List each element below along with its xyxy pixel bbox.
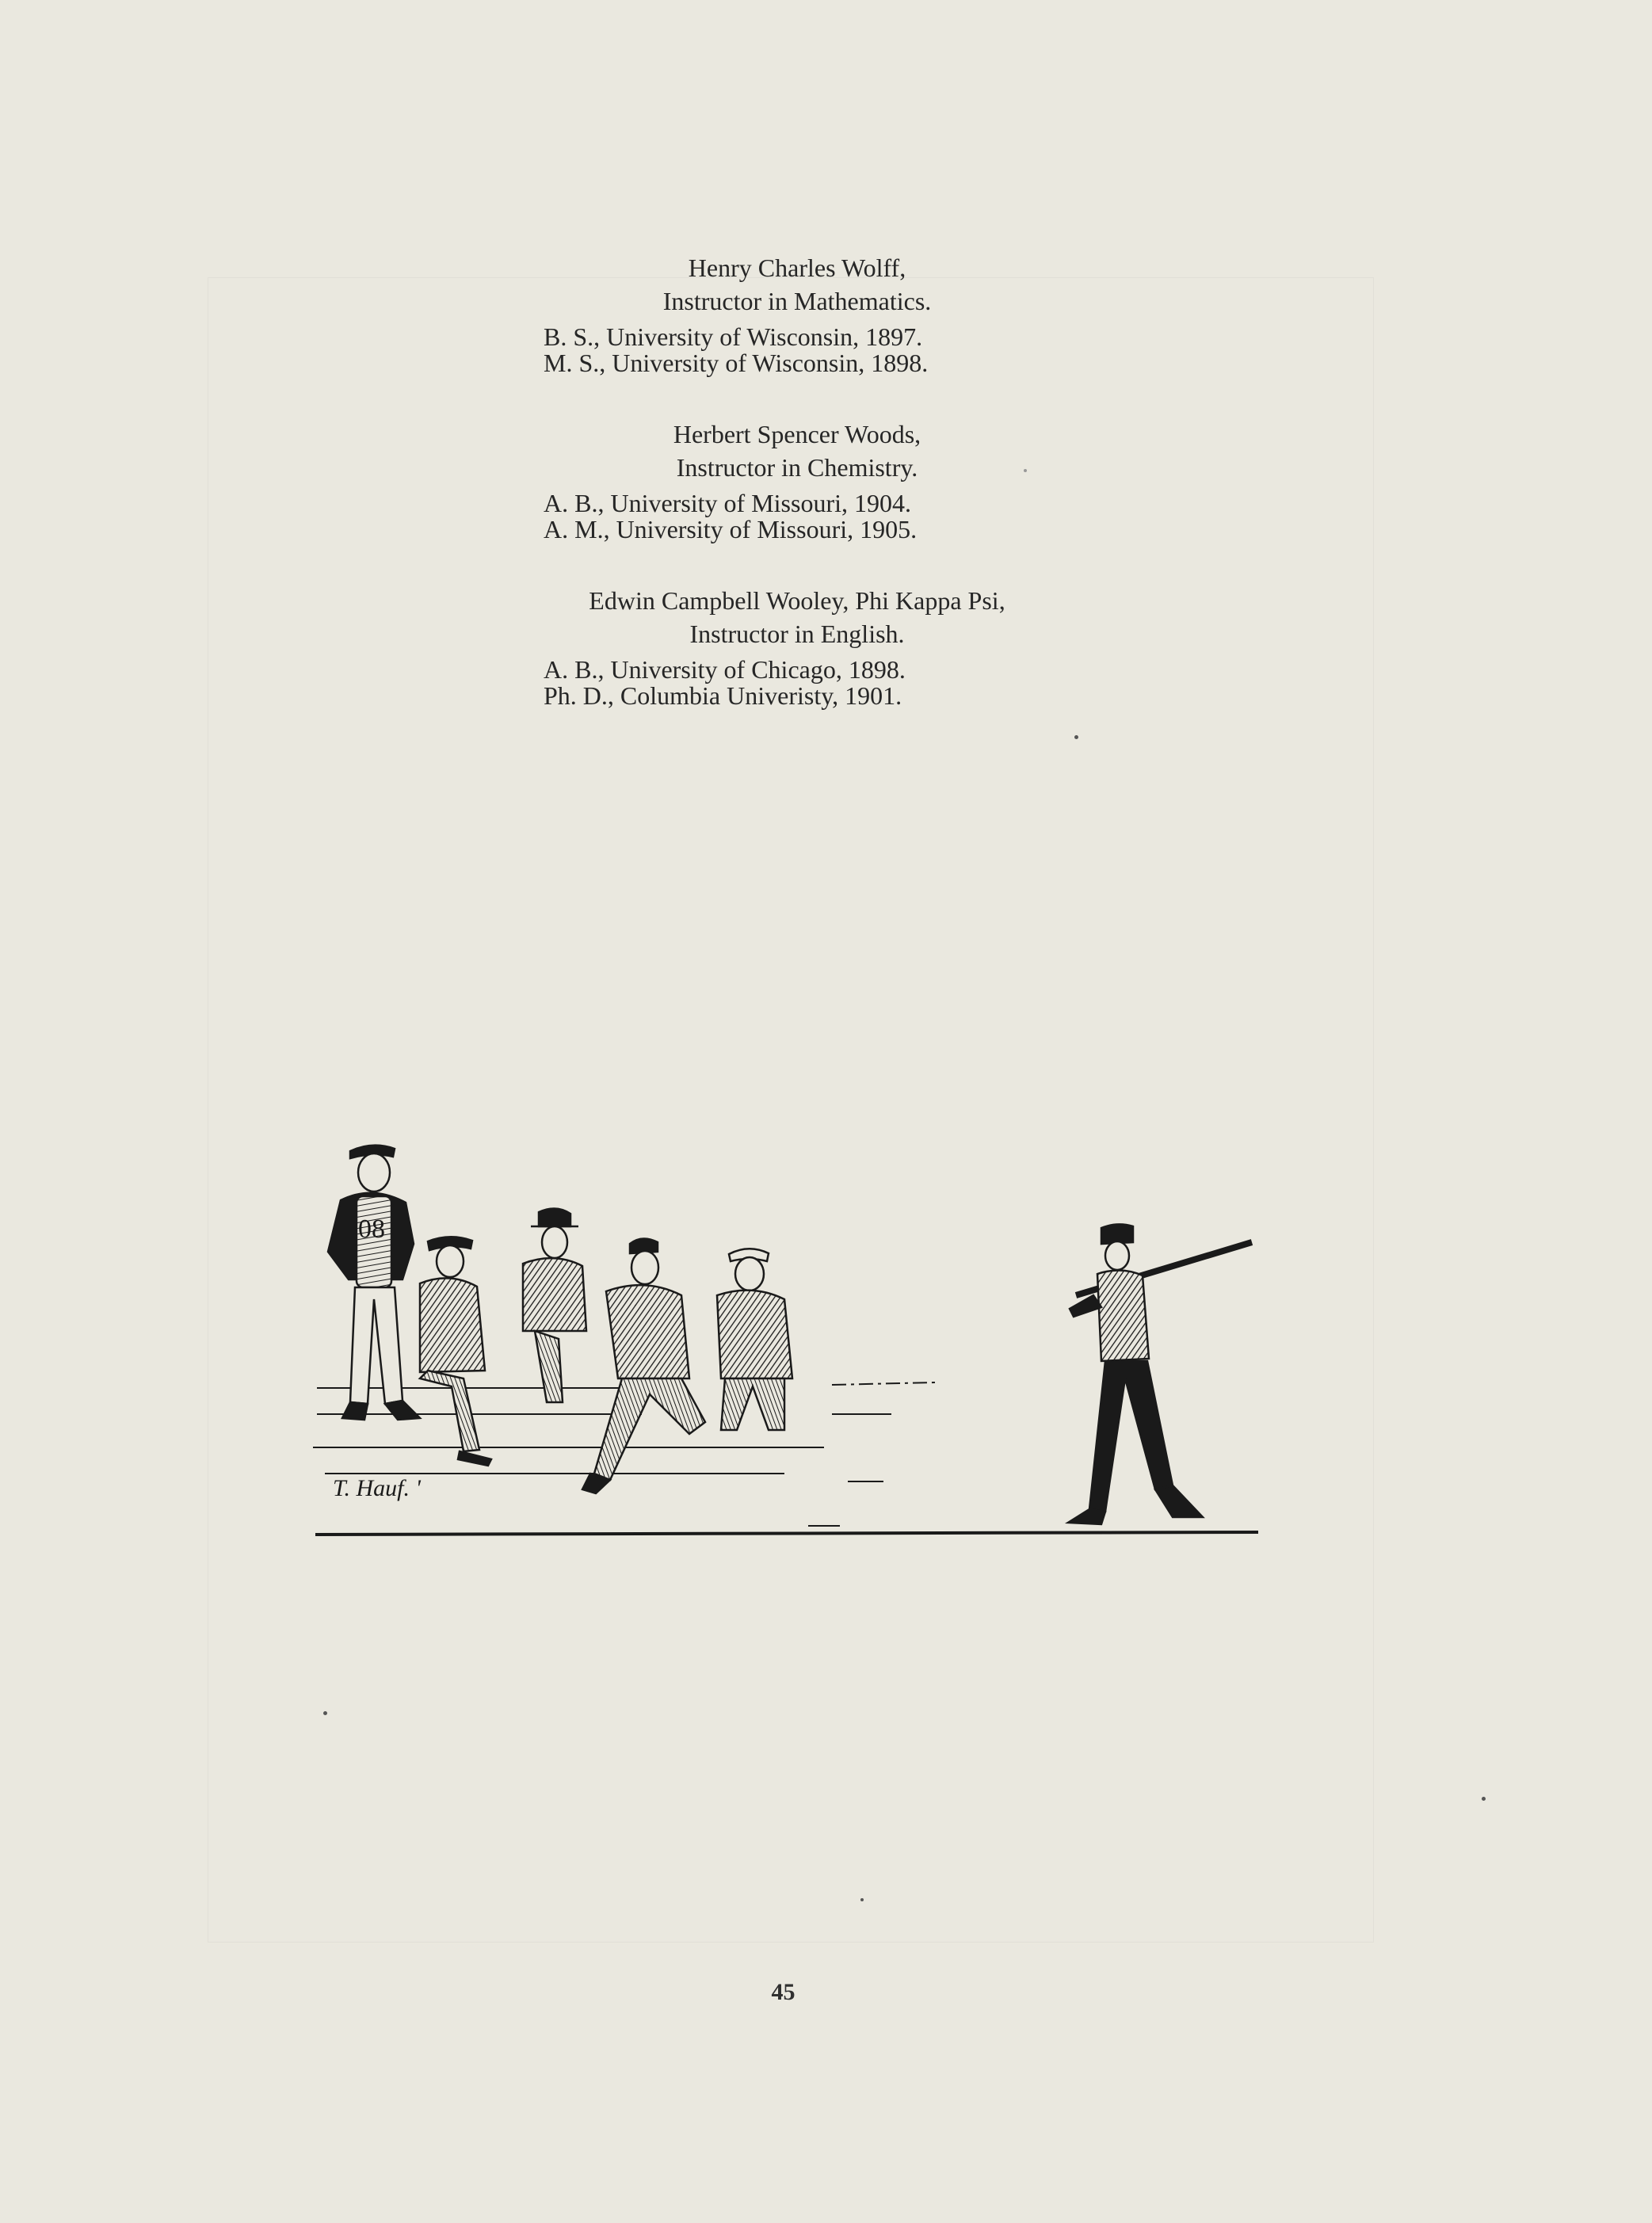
- degree-line: Ph. D., Columbia Univeristy, 1901.: [544, 681, 902, 710]
- ground-line: [315, 1532, 1258, 1535]
- soldier-figure: [1068, 1224, 1252, 1524]
- paper-speck: [1482, 1797, 1486, 1801]
- paper-speck: [323, 1711, 327, 1715]
- degree-list: [544, 324, 1098, 376]
- faculty-entry: [544, 418, 1098, 543]
- seated-students: [420, 1208, 792, 1493]
- degree-list: [544, 657, 1098, 709]
- degree-line: B. S., University of Wisconsin, 1897.: [544, 322, 923, 351]
- degree-line: A. B., University of Missouri, 1904.: [544, 489, 911, 517]
- faculty-name: Herbert Spencer Woods,: [673, 420, 921, 448]
- faculty-name: Edwin Campbell Wooley, Phi Kappa Psi,: [589, 586, 1005, 615]
- degree-line: M. S., University of Wisconsin, 1898.: [544, 349, 929, 377]
- cartoon-illustration: [309, 1141, 1268, 1553]
- faculty-title: Instructor in Mathematics.: [662, 287, 932, 315]
- degree-list: [544, 490, 1098, 543]
- faculty-name: Henry Charles Wolff,: [688, 254, 906, 282]
- degree-line: A. M., University of Missouri, 1905.: [544, 515, 918, 543]
- faculty-title: Instructor in Chemistry.: [676, 453, 918, 482]
- faculty-title: Instructor in English.: [689, 620, 905, 648]
- faculty-entry: [544, 251, 1098, 376]
- standing-student: [328, 1146, 420, 1420]
- paper-speck: [860, 1898, 864, 1901]
- artist-signature: T. Hauf. ': [333, 1475, 421, 1501]
- jersey-number: 08: [358, 1214, 385, 1244]
- degree-line: A. B., University of Chicago, 1898.: [544, 655, 906, 684]
- page-number: 45: [771, 1979, 795, 2005]
- faculty-entry: [544, 584, 1098, 709]
- paper-speck: [1074, 735, 1078, 739]
- paper-speck: [1024, 469, 1027, 472]
